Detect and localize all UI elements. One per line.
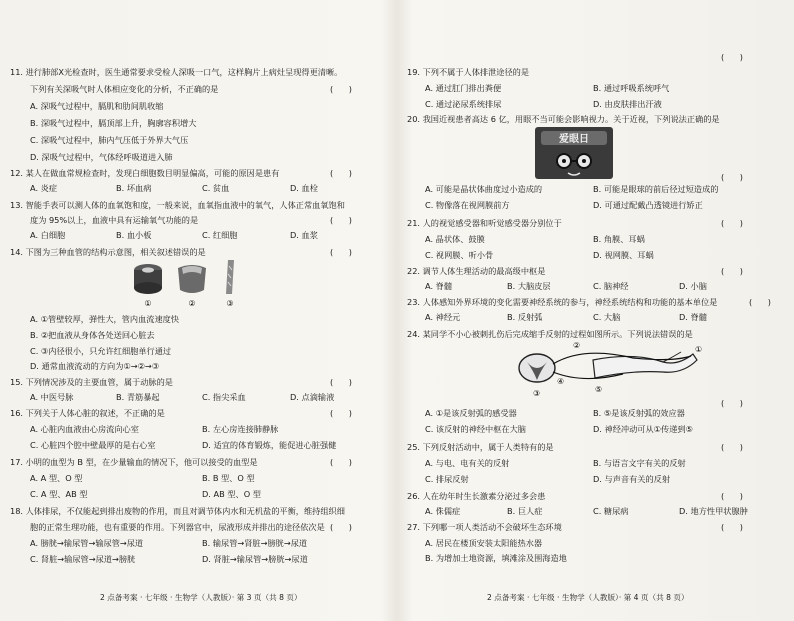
q22-option-a: A. 脊髓: [425, 281, 453, 291]
q11-option-b: B. 深吸气过程中，膈顶部上升，胸廓容积增大: [30, 118, 197, 128]
q24-option-a: A. ①是该反射弧的感受器: [425, 408, 517, 418]
q19-stem: 19. 下列不属于人体排泄途径的是: [407, 67, 530, 77]
q13-stem-line1: 13. 智能手表可以测人体的血氧饱和度，一般来说，血氧指血液中的氧气，人体正常血氧饱和: [10, 200, 345, 210]
diagram-label-1: ①: [695, 345, 703, 354]
q25-option-a: A. 与电、电有关的反射: [425, 458, 510, 468]
q22-answer-blank[interactable]: ( ): [721, 266, 744, 276]
q17-stem: 17. 小明的血型为 B 型，在少量输血的情况下，他可以接受的血型是: [10, 457, 258, 467]
fig-label-1: ①: [144, 299, 152, 308]
vein-cross-section: [178, 265, 206, 293]
q18-option-d: D. 肾脏→输尿管→膀胱→尿道: [202, 554, 308, 564]
eye-care-poster: [535, 127, 613, 179]
q18-option-b: B. 输尿管→肾脏→膀胱→尿道: [202, 538, 308, 548]
q11-option-a: A. 深吸气过程中，膈肌和肋间肌收缩: [30, 101, 164, 111]
q17-answer-blank[interactable]: ( ): [330, 457, 353, 467]
q23-option-b: B. 反射弧: [507, 312, 543, 322]
q13-option-d: D. 血浆: [290, 230, 318, 240]
q17-option-c: C. A 型、AB 型: [30, 489, 88, 499]
q12-stem: 12. 某人在做血常规检查时，发现白细胞数目明显偏高，可能的原因是患有: [10, 168, 280, 178]
reflex-arc-diagram: [513, 340, 703, 400]
q18-option-c: C. 肾脏→输尿管→尿道→膀胱: [30, 554, 136, 564]
q18-option-a: A. 膀胱→输尿管→输尿管→尿道: [30, 538, 144, 548]
diagram-label-2: ②: [573, 341, 581, 350]
q18-continued-blank[interactable]: ( ): [721, 52, 744, 62]
q17-option-a: A. A 型、O 型: [30, 473, 83, 483]
q17-option-d: D. AB 型、O 型: [202, 489, 261, 499]
q13-option-c: C. 红细胞: [202, 230, 238, 240]
q13-stem-line2: 度为 95%以上，血液中具有运输氧气功能的是: [30, 215, 199, 225]
q23-answer-blank[interactable]: ( ): [749, 297, 772, 307]
q11-option-d: D. 深吸气过程中，气体经呼吸道进入肺: [30, 152, 173, 162]
q27-stem: 27. 下列哪一项人类活动不会破坏生态环境: [407, 522, 562, 532]
q13-option-a: A. 白细胞: [30, 230, 66, 240]
q14-option-b: B. ②把血液从身体各处送回心脏去: [30, 330, 155, 340]
q16-option-b: B. 左心房连接肺静脉: [202, 424, 279, 434]
q11-stem-line2: 下列有关深吸气时人体相应变化的分析，不正确的是: [30, 84, 219, 94]
q21-option-b: B. 角膜、耳蜗: [593, 234, 645, 244]
q11-answer-blank[interactable]: ( ): [330, 84, 353, 94]
q15-answer-blank[interactable]: ( ): [330, 377, 353, 387]
q22-stem: 22. 调节人体生理活动的最高级中枢是: [407, 266, 546, 276]
q12-answer-blank[interactable]: ( ): [330, 168, 353, 178]
q26-option-c: C. 糖尿病: [593, 506, 629, 516]
diagram-label-4: ④: [557, 377, 565, 386]
q15-option-a: A. 中医号脉: [30, 392, 74, 402]
arm-and-hand: [593, 352, 697, 378]
q27-option-a: A. 居民在楼顶安装太阳能热水器: [425, 538, 543, 548]
q12-option-c: C. 贫血: [202, 183, 230, 193]
q24-option-c: C. 该反射的神经中枢在大脑: [425, 424, 526, 434]
q12-option-d: D. 血栓: [290, 183, 318, 193]
q23-option-d: D. 脊髓: [679, 312, 707, 322]
fig-label-2: ②: [188, 299, 196, 308]
blood-vessel-figure: [124, 256, 244, 308]
q11-stem-line1: 11. 进行肺部X光检查时，医生通常要求受检人深吸一口气，这样胸片上病灶呈现得更清晰。: [10, 67, 343, 77]
q15-stem: 15. 下列情况涉及的主要血管，属于动脉的是: [10, 377, 173, 387]
q27-answer-blank[interactable]: ( ): [721, 522, 744, 532]
diagram-label-5: ⑤: [595, 385, 603, 394]
q21-option-a: A. 晶状体、鼓膜: [425, 234, 485, 244]
q13-answer-blank[interactable]: ( ): [330, 215, 353, 225]
q26-option-a: A. 侏儒症: [425, 506, 461, 516]
q16-option-c: C. 心脏四个腔中壁最厚的是右心室: [30, 440, 156, 450]
q17-option-b: B. B 型、O 型: [202, 473, 255, 483]
q21-option-c: C. 视网膜、听小骨: [425, 250, 494, 260]
q25-option-b: B. 与语言文字有关的反射: [593, 458, 686, 468]
diagram-label-3: ③: [533, 389, 541, 398]
q14-option-d: D. 通常血液流动的方向为①→②→③: [30, 361, 160, 371]
q24-stem: 24. 某同学不小心被刺扎伤后完成缩手反射的过程如图所示。下列说法错误的是: [407, 329, 693, 339]
q25-answer-blank[interactable]: ( ): [721, 442, 744, 452]
q12-option-a: A. 炎症: [30, 183, 58, 193]
q20-option-c: C. 物像落在视网膜前方: [425, 200, 510, 210]
q21-stem: 21. 人的视觉感受器和听觉感受器分别位于: [407, 218, 562, 228]
q19-option-a: A. 通过肛门排出粪便: [425, 83, 502, 93]
q12-option-b: B. 坏血病: [116, 183, 152, 193]
page-4: [403, 0, 791, 621]
q18-stem-line1: 18. 人体排尿，不仅能起到排出废物的作用，而且对调节体内水和无机盐的平衡，维持组织细: [10, 506, 345, 516]
page-3-footer: 2 点备考案 · 七年级 · 生物学（人教版）· 第 3 页（共 8 页）: [100, 593, 302, 602]
q22-option-b: B. 大脑皮层: [507, 281, 551, 291]
q26-answer-blank[interactable]: ( ): [721, 491, 744, 501]
q19-option-b: B. 通过呼吸系统呼气: [593, 83, 670, 93]
q23-option-a: A. 神经元: [425, 312, 461, 322]
q23-stem: 23. 人体感知外界环境的变化需要神经系统的参与，神经系统结构和功能的基本单位是: [407, 297, 718, 307]
page-3: [4, 0, 392, 621]
fig-label-3: ③: [226, 299, 234, 308]
q24-option-d: D. 神经冲动可从①传递到⑤: [593, 424, 693, 434]
q16-answer-blank[interactable]: ( ): [330, 408, 353, 418]
q18-answer-blank[interactable]: ( ): [330, 522, 353, 532]
q23-option-c: C. 大脑: [593, 312, 621, 322]
q20-option-b: B. 可能是眼球的前后径过短造成的: [593, 184, 719, 194]
artery-cross-section: [134, 264, 162, 294]
page-4-footer: 2 点备考案 · 七年级 · 生物学（人教版）· 第 4 页（共 8 页）: [487, 593, 689, 602]
q16-stem: 16. 下列关于人体心脏的叙述，不正确的是: [10, 408, 165, 418]
q26-option-b: B. 巨人症: [507, 506, 543, 516]
q19-option-d: D. 由皮肤排出汗液: [593, 99, 662, 109]
q14-answer-blank[interactable]: ( ): [330, 247, 353, 257]
q14-stem: 14. 下图为三种血管的结构示意图，相关叙述错误的是: [10, 247, 206, 257]
q20-answer-blank[interactable]: ( ): [721, 172, 744, 182]
q20-option-d: D. 可通过配戴凸透镜进行矫正: [593, 200, 703, 210]
q14-option-c: C. ③内径很小，只允许红细胞单行通过: [30, 346, 172, 356]
q16-option-d: D. 适宜的体育锻炼，能促进心脏强健: [202, 440, 337, 450]
q15-option-b: B. 青筋暴起: [116, 392, 160, 402]
q26-option-d: D. 地方性甲状腺肿: [679, 506, 748, 516]
q21-answer-blank[interactable]: ( ): [721, 218, 744, 228]
spinal-cord-section: [519, 354, 555, 382]
q14-option-a: A. ①管壁较厚，弹性大，管内血流速度快: [30, 314, 180, 324]
q11-option-c: C. 深吸气过程中，肺内气压低于外界大气压: [30, 135, 189, 145]
q24-option-b: B. ⑤是该反射弧的效应器: [593, 408, 685, 418]
poster-title: 爱眼日: [559, 134, 589, 145]
q25-stem: 25. 下列反射活动中，属于人类特有的是: [407, 442, 554, 452]
q15-option-c: C. 指尖采血: [202, 392, 246, 402]
q27-option-b: B. 为增加土地资源，填滩涂及围海造地: [425, 553, 567, 563]
q13-option-b: B. 血小板: [116, 230, 152, 240]
q19-option-c: C. 通过泌尿系统排尿: [425, 99, 502, 109]
q15-option-d: D. 点滴输液: [290, 392, 335, 402]
capillary-segment: [226, 260, 234, 294]
q18-stem-line2: 胞的正常生理功能，也有重要的作用。下列器官中，尿液形成并排出的途径依次是: [30, 522, 325, 532]
q20-option-a: A. 可能是晶状体曲度过小造成的: [425, 184, 543, 194]
q22-option-c: C. 脑神经: [593, 281, 629, 291]
q20-stem: 20. 我国近视患者高达 6 亿，用眼不当可能会影响视力。关于近视，下列说法正确的是: [407, 114, 720, 124]
q25-option-c: C. 排尿反射: [425, 474, 469, 484]
q22-option-d: D. 小脑: [679, 281, 707, 291]
q24-answer-blank[interactable]: ( ): [721, 398, 744, 408]
q21-option-d: D. 视网膜、耳蜗: [593, 250, 654, 260]
q16-option-a: A. 心脏内血液由心房流向心室: [30, 424, 139, 434]
q25-option-d: D. 与声音有关的反射: [593, 474, 671, 484]
q26-stem: 26. 人在幼年时生长激素分泌过多会患: [407, 491, 546, 501]
